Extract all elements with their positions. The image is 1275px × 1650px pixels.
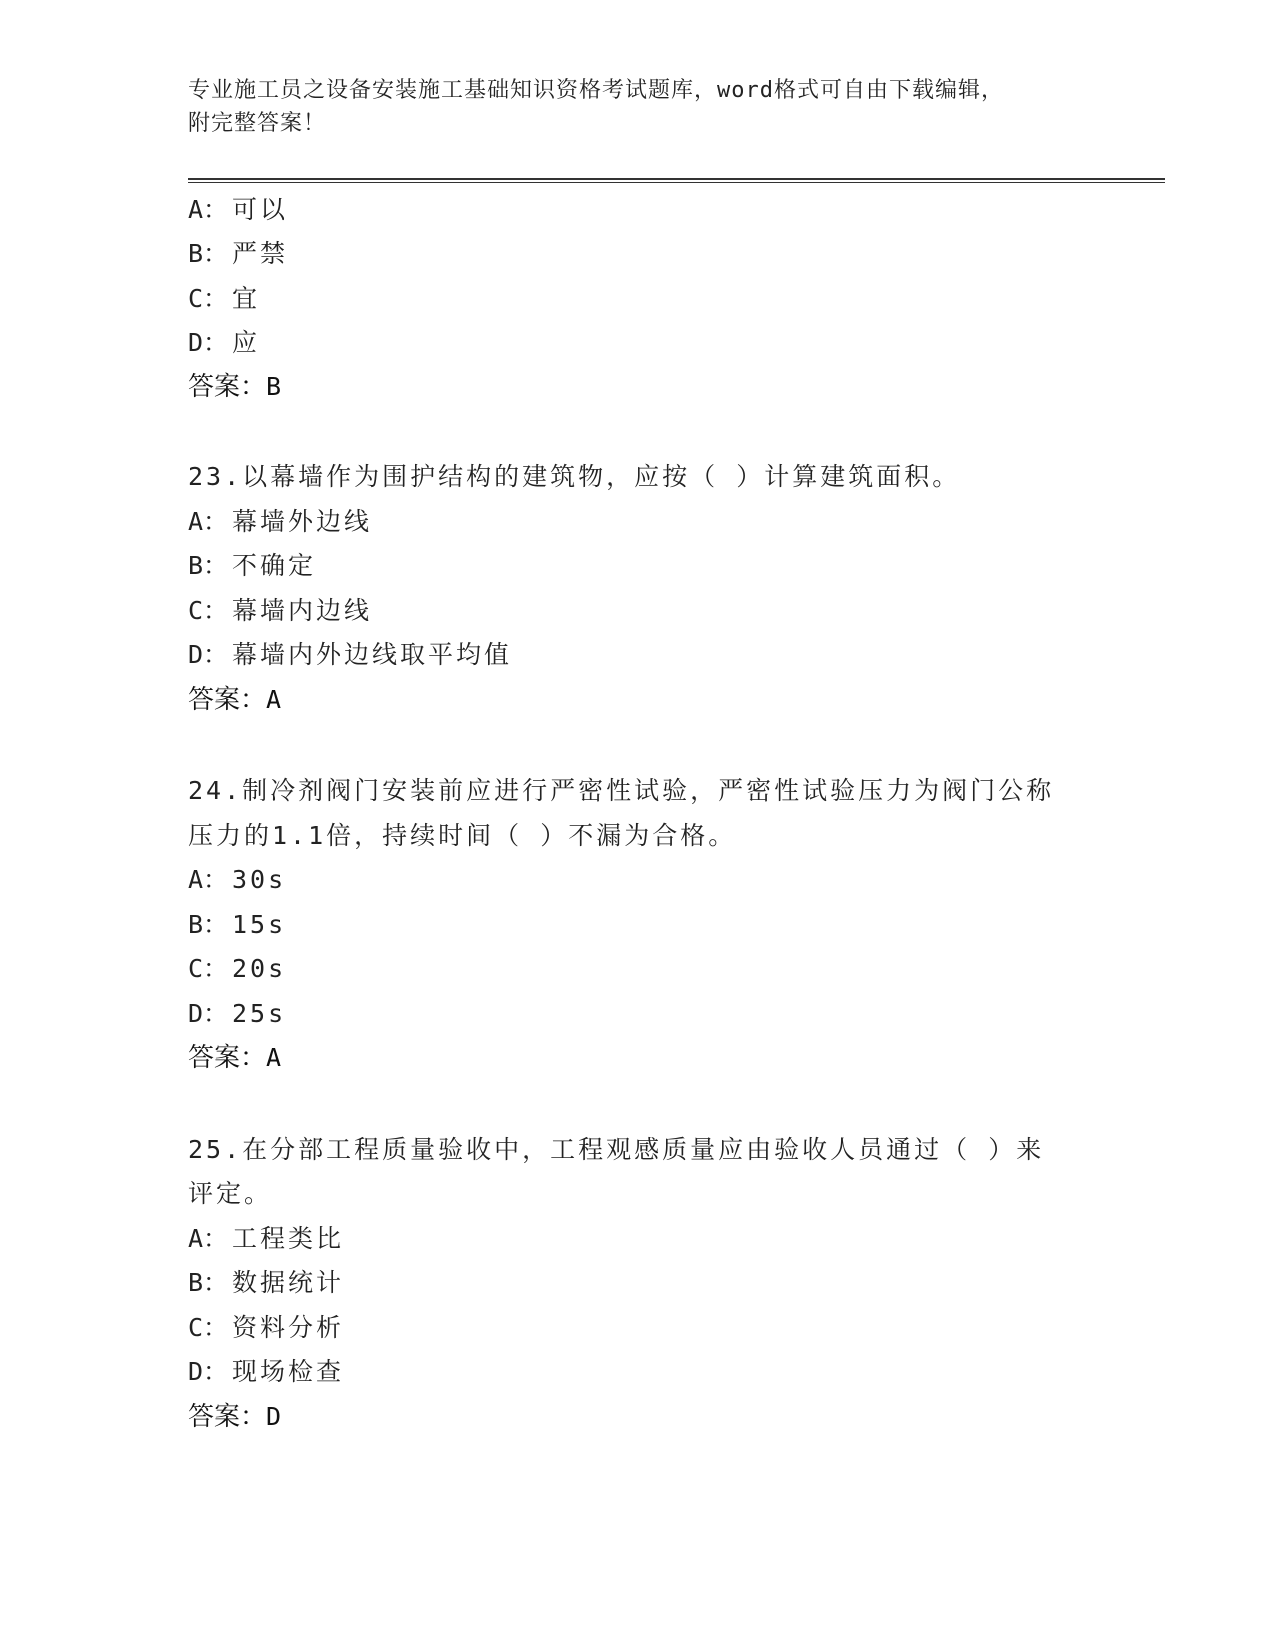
q25-option-b [188,1266,344,1300]
q23-answer [188,683,281,717]
option-letter: B： [188,1268,229,1297]
option-text: 工程类比 [232,1224,345,1253]
answer-value: B [266,372,282,401]
option-letter: C： [188,954,229,983]
q23-option-c [188,594,372,628]
answer-label: 答案： [188,1043,267,1073]
option-letter: B： [188,239,229,268]
option-letter: A： [188,1224,229,1253]
option-letter: C： [188,1313,229,1342]
header-divider-thick [188,178,1165,180]
option-letter: D： [188,1357,229,1386]
q23-stem: 23.以幕墙作为围护结构的建筑物，应按（ ）计算建筑面积。 [188,462,961,491]
q25-stem-line-2: 评定。 [188,1179,273,1208]
option-text: 幕墙外边线 [232,507,373,536]
answer-value: A [266,1043,282,1072]
q23-option-a [188,505,372,539]
option-text: 资料分析 [232,1313,345,1342]
document-header [188,74,1088,140]
option-text: 严禁 [232,239,289,268]
q24-stem-line-2: 压力的1.1倍，持续时间（ ）不漏为合格。 [188,821,737,850]
option-text: 25s [232,999,287,1028]
q22-option-d [188,326,260,360]
answer-label: 答案： [188,1402,267,1432]
option-text: 应 [232,328,261,357]
q24-option-d [188,997,286,1031]
q25-option-d [188,1355,344,1389]
header-line-2: 附完整答案！ [188,111,327,136]
q22-option-c [188,282,260,316]
answer-value: D [266,1402,282,1431]
answer-label: 答案： [188,685,267,715]
header-divider-thin [188,182,1165,183]
option-letter: A： [188,195,229,224]
q25-answer [188,1400,281,1434]
option-letter: D： [188,999,229,1028]
q22-answer [188,370,281,404]
answer-label: 答案： [188,372,267,402]
q25-option-c [188,1311,344,1345]
option-letter: C： [188,596,229,625]
option-text: 30s [232,865,287,894]
header-line-1: 专业施工员之设备安装施工基础知识资格考试题库，word格式可自由下载编辑， [188,78,1004,103]
answer-value: A [266,685,282,714]
option-letter: A： [188,507,229,536]
q23-option-d [188,638,512,672]
option-letter: B： [188,551,229,580]
option-letter: B： [188,910,229,939]
q24-option-c [188,952,286,986]
option-letter: A： [188,865,229,894]
option-text: 数据统计 [232,1268,345,1297]
option-text: 宜 [232,284,261,313]
q22-option-a [188,193,288,227]
option-text: 20s [232,954,287,983]
option-text: 幕墙内外边线取平均值 [232,640,513,669]
q24-answer [188,1041,281,1075]
option-text: 不确定 [232,551,317,580]
q23-option-b [188,549,316,583]
q24-stem-line-1: 24.制冷剂阀门安装前应进行严密性试验，严密性试验压力为阀门公称 [188,776,1055,805]
option-text: 15s [232,910,287,939]
q22-option-b [188,237,288,271]
option-text: 现场检查 [232,1357,345,1386]
q25-stem-line-1: 25.在分部工程质量验收中，工程观感质量应由验收人员通过（ ）来 [188,1135,1045,1164]
option-letter: D： [188,328,229,357]
q24-option-b [188,908,286,942]
option-text: 幕墙内边线 [232,596,373,625]
q24-option-a [188,863,286,897]
option-text: 可以 [232,195,289,224]
option-letter: C： [188,284,229,313]
q25-option-a [188,1222,344,1256]
option-letter: D： [188,640,229,669]
